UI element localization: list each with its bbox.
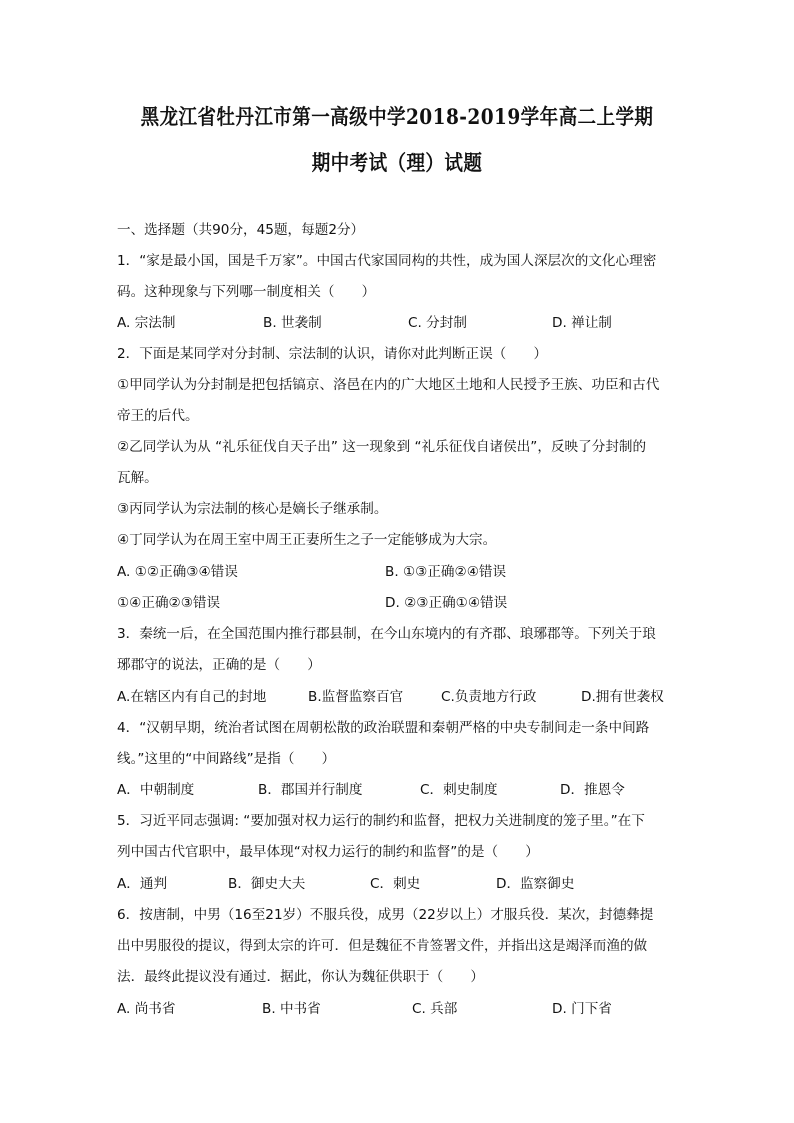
question-2-line-6: ③丙同学认为宗法制的核心是嫡长子继承制。 — [117, 501, 388, 517]
question-6-option-c: C. 兵部 — [412, 1001, 458, 1017]
question-3-option-b: B.监督监察百官 — [308, 689, 404, 705]
question-6-option-a: A. 尚书省 — [117, 1001, 176, 1017]
question-4-option-a: A．中朝制度 — [117, 782, 195, 798]
question-1-option-c: C. 分封制 — [408, 315, 467, 331]
question-6-line-1: 6．按唐制，中男（16至21岁）不服兵役，成男（22岁以上）才服兵役．某次，封德彝提 — [117, 907, 654, 923]
question-2-line-4: ②乙同学认为从 “礼乐征伐自天子出” 这一现象到 “礼乐征伐自诸侯出”，反映了分封制的 — [117, 439, 647, 455]
question-5-option-b: B．御史大夫 — [228, 876, 306, 892]
question-1-option-b: B. 世袭制 — [263, 315, 322, 331]
section-heading: 一、选择题（共90分，45题，每题2分） — [117, 222, 365, 238]
question-6-option-b: B. 中书省 — [262, 1001, 321, 1017]
question-4-option-b: B．郡国并行制度 — [258, 782, 363, 798]
question-3-option-d: D.拥有世袭权 — [581, 689, 664, 705]
question-5-option-d: D．监察御史 — [496, 876, 575, 892]
exam-title-line-2: 期中考试（理）试题 — [311, 150, 483, 175]
question-2-option-c: ①④正确②③错误 — [117, 595, 221, 611]
question-2-line-7: ④丁同学认为在周王室中周王正妻所生之子一定能够成为大宗。 — [117, 532, 497, 548]
question-5-option-a: A．通判 — [117, 876, 168, 892]
question-1-line-1: 1．“家是最小国，国是千万家”。中国古代家国同构的共性，成为国人深层次的文化心理密 — [117, 253, 657, 269]
question-5-line-1: 5．习近平同志强调: “要加强对权力运行的制约和监督，把权力关进制度的笼子里。”在下 — [117, 813, 645, 829]
question-6-line-3: 法．最终此提议没有通过．据此，你认为魏征供职于（ ） — [117, 969, 485, 985]
question-3-line-1: 3．秦统一后，在全国范围内推行郡县制，在今山东境内的有齐郡、琅琊郡等。下列关于琅 — [117, 626, 656, 642]
question-5-option-c: C．刺史 — [370, 876, 421, 892]
question-4-option-c: C．刺史制度 — [420, 782, 498, 798]
question-4-option-d: D．推恩令 — [560, 782, 625, 798]
exam-title-line-1: 黑龙江省牡丹江市第一高级中学2018-2019学年高二上学期 — [140, 104, 654, 129]
question-3-option-c: C.负责地方行政 — [441, 689, 537, 705]
question-2-option-a: A. ①②正确③④错误 — [117, 564, 238, 580]
question-2-line-3: 帝王的后代。 — [117, 408, 199, 424]
question-2-option-b: B. ①③正确②④错误 — [385, 564, 507, 580]
question-5-line-2: 列中国古代官职中，最早体现“对权力运行的制约和监督”的是（ ） — [117, 844, 539, 860]
question-6-line-2: 出中男服役的提议，得到太宗的许可．但是魏征不肯签署文件，并指出这是竭泽而渔的做 — [117, 938, 648, 954]
question-4-line-1: 4．“汉朝早期，统治者试图在周朝松散的政治联盟和秦朝严格的中央专制间走一条中间路 — [117, 720, 650, 736]
question-1-line-2: 码。这种现象与下列哪一制度相关（ ） — [117, 284, 376, 300]
question-1-option-a: A. 宗法制 — [117, 315, 176, 331]
question-1-option-d: D. 禅让制 — [552, 315, 612, 331]
question-2-line-5: 瓦解。 — [117, 470, 158, 486]
question-4-line-2: 线。”这里的“中间路线”是指（ ） — [117, 751, 336, 767]
question-3-option-a: A.在辖区内有自己的封地 — [117, 689, 267, 705]
question-2-line-2: ①甲同学认为分封制是把包括镐京、洛邑在内的广大地区土地和人民授予王族、功臣和古代 — [117, 377, 660, 393]
question-6-option-d: D. 门下省 — [552, 1001, 612, 1017]
question-3-line-2: 琊郡守的说法，正确的是（ ） — [117, 657, 321, 673]
question-2-option-d: D. ②③正确①④错误 — [385, 595, 508, 611]
question-2-line-1: 2．下面是某同学对分封制、宗法制的认识，请你对此判断正误（ ） — [117, 346, 548, 362]
